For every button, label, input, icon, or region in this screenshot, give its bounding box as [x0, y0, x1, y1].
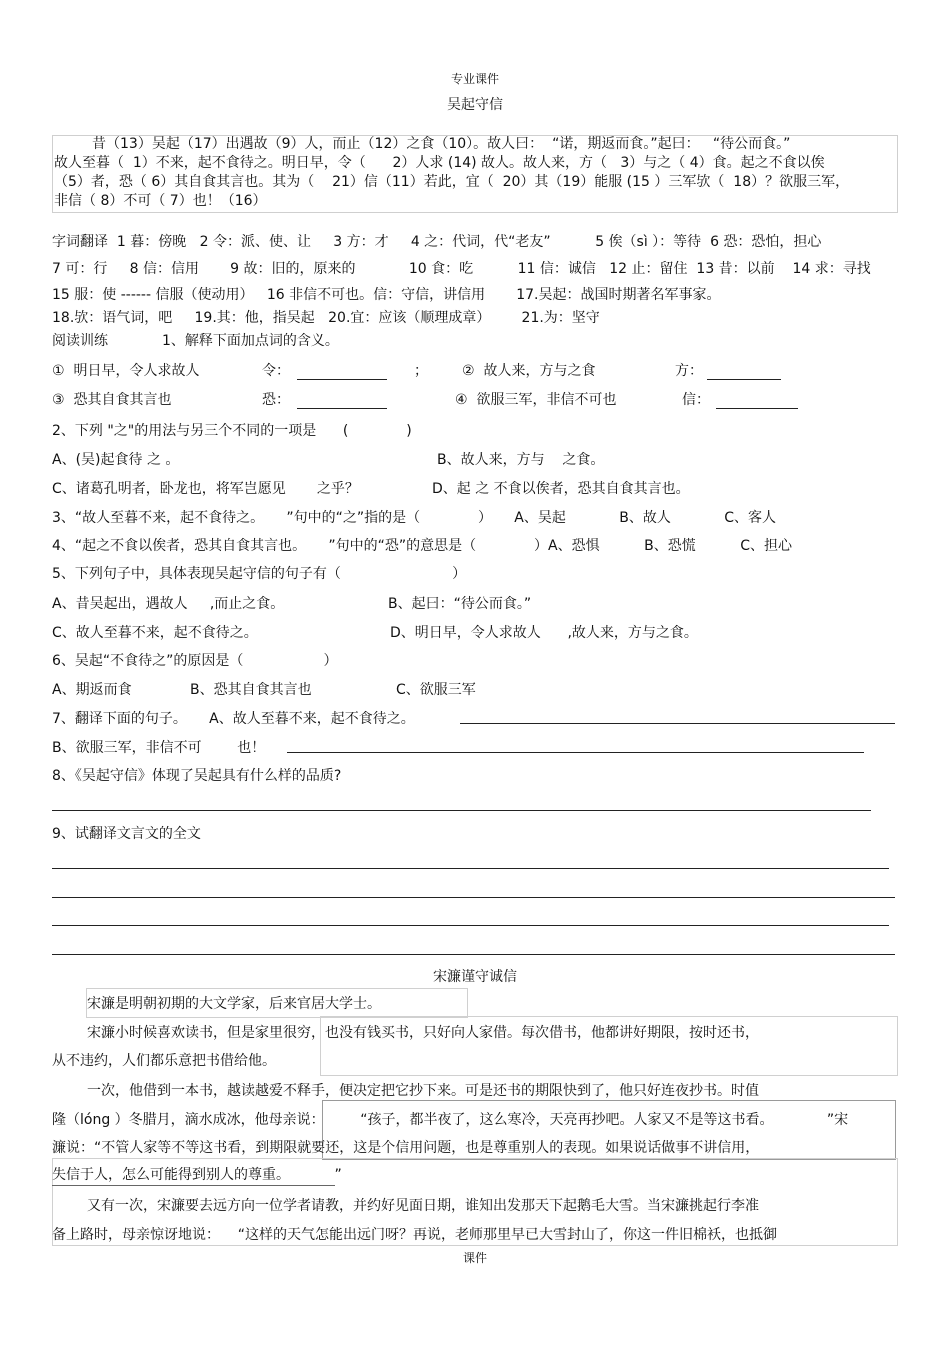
- q2-option-c: C、诸葛孔明者，卧龙也，将军岂愿见 之乎？: [52, 481, 359, 497]
- story-line: 一次，他借到一本书，越读越爱不释手，便决定把它抄下来。可是还书的期限快到了，他只好连夜抄书。时值: [87, 1083, 759, 1099]
- q1-item-b: ② 故人来，方与之食: [462, 363, 596, 379]
- q6-option-b: B、恐其自食其言也: [190, 682, 312, 698]
- q1-item-a-word: 令：: [262, 363, 290, 379]
- story-line: 隆（lóng ）冬腊月，滴水成冰，他母亲说： “孩子，都半夜了，这么寒冷，天亮再抄吧。人家又不是等这书看。 ”宋: [52, 1112, 849, 1128]
- question-8: 8、《吴起守信》体现了吴起具有什么样的品质?: [52, 768, 342, 784]
- training-label: 阅读训练: [52, 333, 108, 349]
- passage-line: 昔（13）吴起（17）出遇故（9）人，而止（12）之食（10）。故人曰： “诺，期返而食。”起曰： “待公而食。”: [92, 136, 791, 152]
- q9-answer-line[interactable]: [52, 954, 895, 955]
- glossary-line: 7 可：行 8 信：信用 9 故：旧的，原来的 10 食：吃 11 信：诚信 12 止：留住 13 昔：以前 14 求：寻找: [52, 261, 871, 277]
- question-1-stem: 1、解释下面加点词的含义。: [162, 333, 339, 349]
- q1-answer-d-line[interactable]: [716, 408, 798, 409]
- q1-item-b-word: 方：: [675, 363, 703, 379]
- q1-item-c: ③ 恐其自食其言也: [52, 392, 172, 408]
- q5-option-b: B、起曰：“待公而食。”: [388, 596, 532, 612]
- q7-item-b: B、欲服三军，非信不可 也！: [52, 740, 266, 756]
- story-line: 又有一次，宋濂要去远方向一位学者请教，并约好见面日期，谁知出发那天下起鹅毛大雪。当宋濂挑起行李准: [87, 1198, 759, 1214]
- page-header: 专业课件: [450, 72, 499, 86]
- q9-answer-line[interactable]: [52, 868, 889, 869]
- q1-answer-a-line[interactable]: [297, 379, 387, 380]
- story-line: 宋濂是明朝初期的大文学家，后来官居大学士。: [87, 996, 381, 1012]
- question-2-stem: 2、下列 "之"的用法与另三个不同的一项是 ( ): [52, 423, 412, 439]
- q5-option-d: D、明日早，令人求故人 ,故人来，方与之食。: [390, 625, 698, 641]
- passage-line: （5）者，恐（ 6）其自食其言也。其为（ 21）信（11）若此，宜（ 20）其（19）能服 (15 ）三军欤（ 18）？欲服三军，: [54, 174, 850, 190]
- q1-separator: ；: [414, 363, 428, 379]
- q5-option-a: A、昔吴起出，遇故人 ,而止之食。: [52, 596, 285, 612]
- question-5-stem: 5、下列句子中，具体表现吴起守信的句子有（ ）: [52, 566, 467, 582]
- q1-item-d: ④ 欲服三军，非信不可也: [455, 392, 617, 408]
- q1-item-a: ① 明日早，令人求故人: [52, 363, 200, 379]
- q2-option-d: D、起 之 不食以俟者，恐其自食其言也。: [432, 481, 690, 497]
- q7-answer-a-line[interactable]: [460, 723, 895, 724]
- page-footer: 课件: [462, 1251, 487, 1265]
- question-4: 4、“起之不食以俟者，恐其自食其言也。 ”句中的“恐”的意思是（ ）A、恐惧 B、恐慌 C、担心: [52, 538, 792, 554]
- q1-answer-b-line[interactable]: [707, 379, 781, 380]
- question-7-stem: 7、翻译下面的句子。 A、故人至暮不来，起不食待之。: [52, 711, 415, 727]
- q6-option-c: C、欲服三军: [396, 682, 476, 698]
- question-3: 3、“故人至暮不来，起不食待之。 ”句中的“之”指的是（ ） A、吴起 B、故人 C、客人: [52, 510, 777, 526]
- passage-line: 故人至暮（ 1）不来，起不食待之。明日早，令（ 2）人求 (14) 故人。故人来，方（ 3）与之（ 4）食。起之不食以俟: [54, 155, 825, 171]
- glossary-line: 18.欤：语气词，吧 19.其：他，指吴起 20.宜：应该（顺理成章） 21.为：坚守: [52, 310, 600, 326]
- story-line: 失信于人，怎么可能得到别人的尊重。 ”: [52, 1167, 342, 1183]
- page-title: 吴起守信: [447, 97, 503, 113]
- glossary-line: 字词翻译 1 暮：傍晚 2 令：派、使、让 3 方：才 4 之：代词，代“老友” 5 俟（sì ）：等待 6 恐：恐怕，担心: [52, 234, 822, 250]
- story-line: 从不违约，人们都乐意把书借给他。: [52, 1053, 276, 1069]
- q5-option-c: C、故人至暮不来，起不食待之。: [52, 625, 258, 641]
- q1-item-d-word: 信：: [682, 392, 710, 408]
- story-line: 濂说：“不管人家等不等这书看，到期限就要还，这是个信用问题，也是尊重别人的表现。如果说话做事不讲信用，: [52, 1140, 760, 1156]
- story-line: 宋濂小时候喜欢读书，但是家里很穷，也没有钱买书，只好向人家借。每次借书，他都讲好期限，按时还书，: [87, 1025, 759, 1041]
- question-6-stem: 6、吴起“不食待之”的原因是（ ）: [52, 653, 338, 669]
- q9-answer-line[interactable]: [52, 925, 889, 926]
- story-underline: [52, 1185, 335, 1186]
- story-line: 备上路时，母亲惊讶地说： “这样的天气怎能出远门呀？再说，老师那里早已大雪封山了，你这一件旧棉袄，也抵御: [52, 1227, 778, 1243]
- story-title: 宋濂谨守诚信: [433, 969, 517, 985]
- q2-option-a: A、(吴)起食待 之 。: [52, 452, 180, 468]
- q6-option-a: A、期返而食: [52, 682, 132, 698]
- q7-answer-b-line[interactable]: [287, 752, 864, 753]
- passage-line: 非信（ 8）不可（ 7）也！（16）: [54, 193, 267, 209]
- q8-answer-line[interactable]: [52, 810, 871, 811]
- question-9: 9、试翻译文言文的全文: [52, 826, 201, 842]
- q2-option-b: B、故人来，方与 之食。: [437, 452, 605, 468]
- q9-answer-line[interactable]: [52, 897, 895, 898]
- q1-item-c-word: 恐：: [262, 392, 290, 408]
- glossary-line: 15 服：使 ------ 信服（使动用） 16 非信不可也。信：守信，讲信用 17.吴起：战国时期著名军事家。: [52, 287, 721, 303]
- q1-answer-c-line[interactable]: [297, 408, 387, 409]
